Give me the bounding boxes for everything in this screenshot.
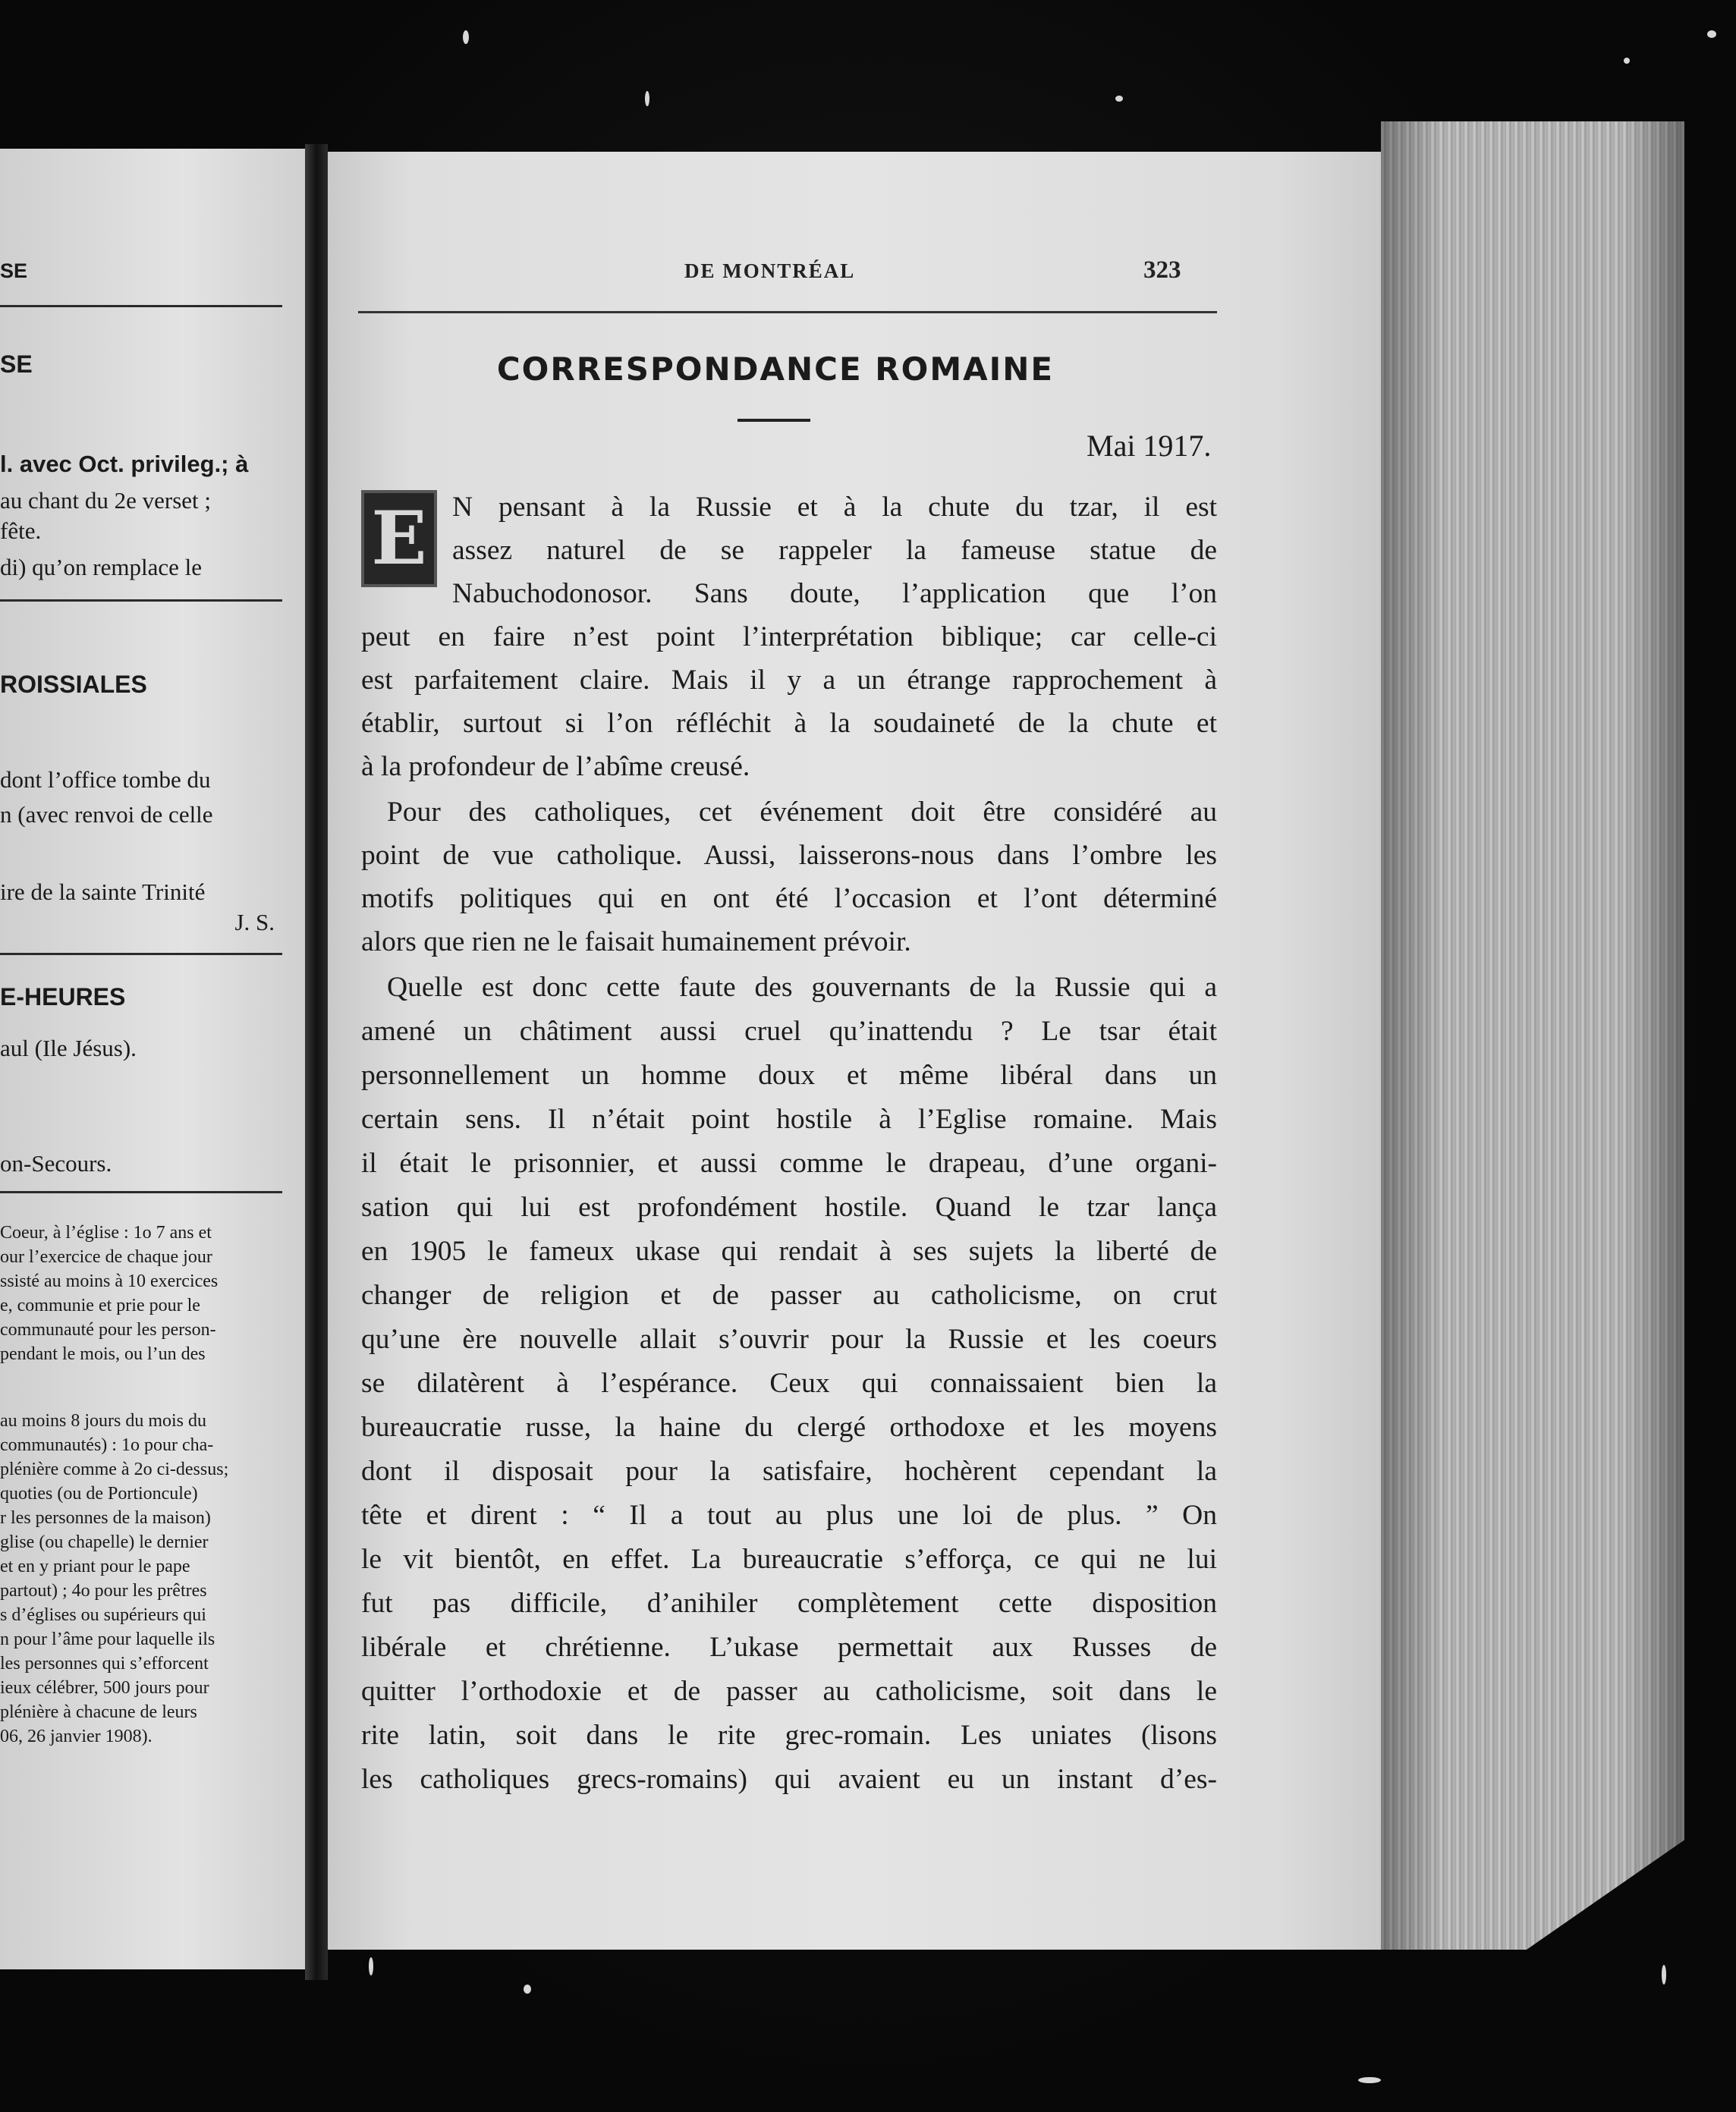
scan-speck xyxy=(369,1957,373,1975)
text-line: en 1905 le fameux ukase qui rendait à ses sujets la liberté de xyxy=(361,1236,1217,1267)
text-line: assez naturel de se rappeler la fameuse statue de xyxy=(452,535,1217,566)
left-small-line: communautés) : 1o pour cha- xyxy=(0,1435,214,1455)
text-line: qu’une ère nouvelle allait s’ouvrir pour la Russie et les coeurs xyxy=(361,1324,1217,1355)
left-line: au chant du 2e verset ; xyxy=(0,487,212,514)
left-line: n (avec renvoi de celle xyxy=(0,801,213,828)
scan-speck xyxy=(463,30,469,44)
left-small-line: n pour l’âme pour laquelle ils xyxy=(0,1630,215,1649)
drop-cap-letter: E xyxy=(371,495,427,581)
left-rule xyxy=(0,953,282,955)
text-line: est parfaitement claire. Mais il y a un étrange rapprochement à xyxy=(361,665,1217,696)
left-small-line: ssisté au moins à 10 exercices xyxy=(0,1271,219,1291)
text-line: N pensant à la Russie et à la chute du tzar, il est xyxy=(452,492,1217,523)
text-line: le vit bientôt, en effet. La bureaucratie s’efforça, ce qui ne lui xyxy=(361,1544,1217,1575)
left-small-line: s d’églises ou supérieurs qui xyxy=(0,1605,206,1625)
scan-speck xyxy=(1662,1965,1666,1985)
text-line: amené un châtiment aussi cruel qu’inattendu ? Le tsar était xyxy=(361,1016,1217,1047)
scan-speck xyxy=(524,1985,531,1994)
left-small-line: Coeur, à l’église : 1o 7 ans et xyxy=(0,1223,212,1243)
text-line: établir, surtout si l’on réfléchit à la soudaineté de la chute et xyxy=(361,708,1217,739)
scan-speck xyxy=(1707,30,1716,38)
page-number: 323 xyxy=(1143,256,1181,284)
text-line: il était le prisonnier, et aussi comme le drapeau, d’une organi- xyxy=(361,1148,1217,1179)
main-page xyxy=(328,152,1381,1950)
text-line: rite latin, soit dans le rite grec-romain. Les uniates (lisons xyxy=(361,1720,1217,1751)
left-small-line: communauté pour les person- xyxy=(0,1320,216,1340)
left-small-line: 06, 26 janvier 1908). xyxy=(0,1727,153,1746)
left-small-line: les personnes qui s’efforcent xyxy=(0,1654,209,1674)
left-rule xyxy=(0,599,282,602)
left-small-line: ieux célébrer, 500 jours pour xyxy=(0,1678,209,1698)
left-rule xyxy=(0,1191,282,1193)
text-line: Pour des catholiques, cet événement doit être considéré au xyxy=(387,797,1217,828)
text-line: sation qui lui est profondément hostile. Quand le tzar lança xyxy=(361,1192,1217,1223)
text-line: changer de religion et de passer au catholicisme, on crut xyxy=(361,1280,1217,1311)
header-rule xyxy=(358,311,1217,313)
title-rule xyxy=(737,419,810,422)
left-small-line: e, communie et prie pour le xyxy=(0,1296,200,1315)
left-line: ire de la sainte Trinité xyxy=(0,878,206,905)
left-line: di) qu’on remplace le xyxy=(0,554,202,580)
left-facing-page xyxy=(0,149,305,1969)
left-line: on-Secours. xyxy=(0,1150,112,1177)
text-line: tête et dirent : “ Il a tout au plus une loi de plus. ” On xyxy=(361,1500,1217,1531)
left-heading-3: E-HEURES xyxy=(0,983,126,1010)
text-line: libérale et chrétienne. L’ukase permettait aux Russes de xyxy=(361,1632,1217,1663)
text-line: point de vue catholique. Aussi, laisserons-nous dans l’ombre les xyxy=(361,840,1217,871)
left-line: fête. xyxy=(0,517,42,544)
scan-speck xyxy=(1115,96,1123,102)
left-line: dont l’office tombe du xyxy=(0,766,211,793)
text-line: dont il disposait pour la satisfaire, hochèrent cependant la xyxy=(361,1456,1217,1487)
left-small-line: r les personnes de la maison) xyxy=(0,1508,211,1528)
scan-speck xyxy=(1624,58,1630,64)
left-line: l. avec Oct. privileg.; à xyxy=(0,451,249,477)
scan-speck xyxy=(645,91,649,106)
text-line: fut pas difficile, d’anihiler complètement cette disposition xyxy=(361,1588,1217,1619)
running-header: DE MONTRÉAL xyxy=(684,259,856,282)
left-small-line: pendant le mois, ou l’un des xyxy=(0,1344,206,1364)
text-line: bureaucratie russe, la haine du clergé orthodoxe et les moyens xyxy=(361,1412,1217,1443)
left-header-rule xyxy=(0,305,282,307)
text-line: alors que rien ne le faisait humainement prévoir. xyxy=(361,926,911,957)
left-small-line: glise (ou chapelle) le dernier xyxy=(0,1532,209,1552)
left-header-fragment: SE xyxy=(0,259,28,282)
left-line: aul (Ile Jésus). xyxy=(0,1035,137,1061)
text-line: personnellement un homme doux et même libéral dans un xyxy=(361,1060,1217,1091)
text-line: Quelle est donc cette faute des gouvernants de la Russie qui a xyxy=(387,972,1217,1003)
text-line: se dilatèrent à l’espérance. Ceux qui connaissaient bien la xyxy=(361,1368,1217,1399)
scan-speck xyxy=(1358,2077,1381,2083)
book-gutter xyxy=(305,144,328,1980)
ornamental-drop-cap xyxy=(361,490,437,587)
text-line: peut en faire n’est point l’interprétation biblique; car celle-ci xyxy=(361,621,1217,652)
text-line: motifs politiques qui en ont été l’occasion et l’ont déterminé xyxy=(361,883,1217,914)
text-line: quitter l’orthodoxie et de passer au catholicisme, soit dans le xyxy=(361,1676,1217,1707)
left-small-line: partout) ; 4o pour les prêtres xyxy=(0,1581,207,1601)
left-heading-2: ROISSIALES xyxy=(0,671,147,698)
text-line: certain sens. Il n’était point hostile à l’Eglise romaine. Mais xyxy=(361,1104,1217,1135)
text-line: à la profondeur de l’abîme creusé. xyxy=(361,751,750,782)
left-small-line: et en y priant pour le pape xyxy=(0,1557,190,1576)
text-line: Nabuchodonosor. Sans doute, l’application que l’on xyxy=(452,578,1217,609)
article-date: Mai 1917. xyxy=(1087,429,1212,463)
left-small-line: plénière comme à 2o ci-dessus; xyxy=(0,1460,229,1479)
left-signature: J. S. xyxy=(234,909,275,935)
left-heading-1: SE xyxy=(0,350,33,378)
left-small-line: plénière à chacune de leurs xyxy=(0,1702,197,1722)
page-edges-shading xyxy=(1381,121,1684,1950)
left-small-line: au moins 8 jours du mois du xyxy=(0,1411,207,1431)
left-small-line: quoties (ou de Portioncule) xyxy=(0,1484,198,1504)
left-small-line: our l’exercice de chaque jour xyxy=(0,1247,212,1267)
article-title: CORRESPONDANCE ROMAINE xyxy=(496,350,1055,388)
text-line: les catholiques grecs-romains) qui avaient eu un instant d’es- xyxy=(361,1764,1217,1795)
